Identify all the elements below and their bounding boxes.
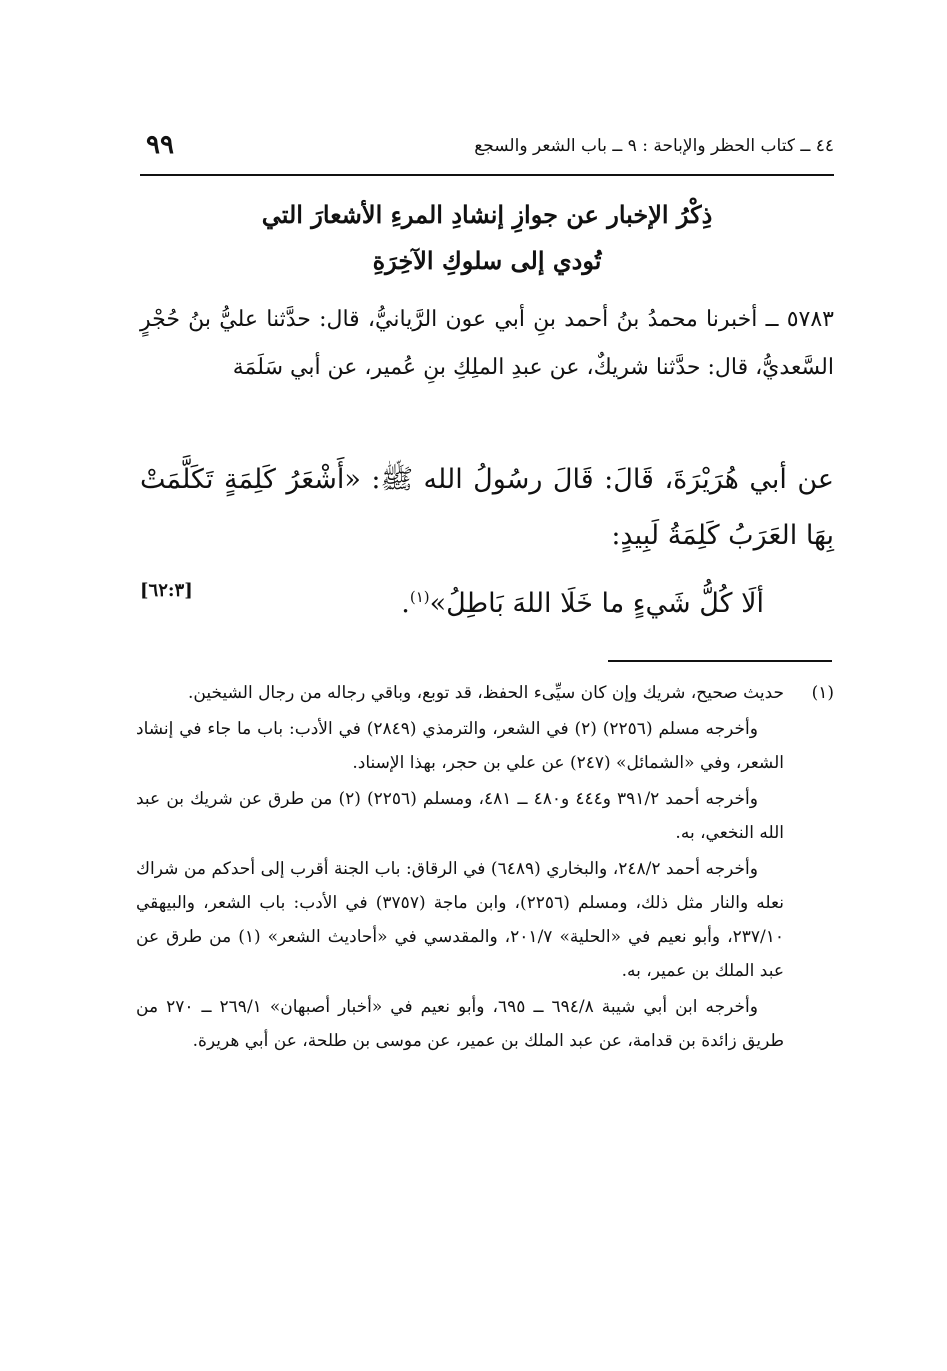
verse-row: [140, 572, 834, 622]
hadith-isnad: ٥٧٨٣ ــ أخبرنا محمدُ بنُ أحمد بنِ أبي عون الرَّيانيُّ، قال: حدَّثنا عليُّ بنُ حُجْرٍ السَّعديُّ، قال: حدَّثنا شريكٌ، عن عبدِ الملِكِ بنِ عُمير، عن أبي سَلَمَة: [140, 307, 834, 380]
header-rule: [140, 174, 834, 176]
section-title-line-1: ذِكْرُ الإخبار عن جوازِ إنشادِ المرءِ الأشعارَ التي: [261, 200, 713, 229]
page-number: ٩٩: [146, 130, 174, 160]
hadith-text: عن أبي هُرَيْرَةَ، قَالَ: قَالَ رسُولُ الله ﷺ: «أَشْعَرُ كَلِمَةٍ تَكَلَّمَتْ بِهَا العَرَبُ كَلِمَةُ لَبِيدٍ:: [140, 464, 834, 551]
footnote-paragraph: وأخرجه ابن أبي شيبة ٦٩٤/٨ ــ ٦٩٥، وأبو نعيم في «أخبار أصبهان» ٢٦٩/١ ــ ٢٧٠ من طريق زائدة بن قدامة، عن عبد الملك بن عمير، عن موسى بن طلحة، عن أبي هريرة.: [136, 997, 784, 1051]
running-head: ٤٤ ــ كتاب الحظر والإباحة : ٩ ــ باب الشعر والسجع: [474, 136, 834, 156]
footnote-1-text: حديث صحيح، شريك وإن كان سيِّىء الحفظ، قد توبع، وباقي رجاله من رجال الشيخين.: [188, 683, 784, 703]
section-title: [140, 192, 834, 284]
footnote-number: (١): [811, 683, 834, 703]
verse-text: ألَا كُلُّ شَيءٍ ما خَلَا اللهَ بَاطِلُ»: [429, 588, 764, 619]
footnote-1: [136, 676, 834, 710]
footnote-paragraph: وأخرجه أحمد ٣٩١/٢ و٤٤٤ و٤٨٠ ــ ٤٨١، ومسلم (٢٢٥٦) (٢) من طرق عن شريك بن عبد الله النخعي، به.: [136, 789, 784, 843]
footnote-paragraph: وأخرجه مسلم (٢٢٥٦) (٢) في الشعر، والترمذي (٢٨٤٩) في الأدب: باب ما جاء في إنشاد الشعر، وفي «الشمائل» (٢٤٧) عن علي بن حجر، بهذا الإسناد.: [136, 719, 784, 773]
section-title-line-2: تُودي إلى سلوكِ الآخِرَةِ: [372, 246, 602, 275]
footnotes: [136, 676, 834, 1058]
footnote-reference: (١): [409, 588, 430, 606]
citation-reference: [٦٢:٣]: [140, 580, 193, 601]
page-header: [140, 128, 834, 168]
footnote-rule: [608, 660, 832, 662]
verse-line: [401, 572, 764, 629]
footnote-paragraph: وأخرجه أحمد ٢٤٨/٢، والبخاري (٦٤٨٩) في الرقاق: باب الجنة أقرب إلى أحدكم من شراك نعله والنار مثل ذلك، ومسلم (٢٢٥٦)، وابن ماجة (٣٧٥٧) في الأدب: باب الشعر، والبيهقي ٢٣٧/١٠، وأبو نعيم في «الحلية» ٢٠١/٧، والمقدسي في «أحاديث الشعر» (١) من طرق عن عبد الملك بن عمير، به.: [136, 859, 784, 981]
verse-end-mark: .: [401, 588, 410, 619]
